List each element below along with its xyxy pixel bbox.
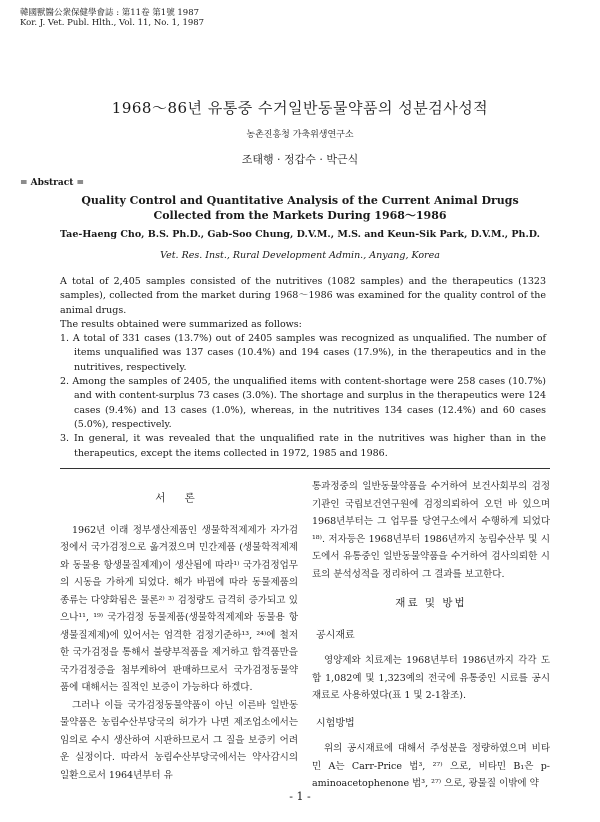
- page-number: - 1 -: [289, 790, 311, 803]
- test-method-paragraph: 위의 공시재료에 대해서 주성분을 정량하였으며 비타민 A는 Carr-Price 법³, ²⁷⁾ 으로, 비타민 B₁은 p-aminoacetophenone 법³, ²⁷⁾ 으로, 광물질 이밖에 약: [312, 743, 550, 789]
- materials-paragraph: 영양제와 치료제는 1968년부터 1986년까지 각각 도합 1,082예 및 1,323예의 전국에 유통중인 시료를 공시재료로 사용하였다(표 1 및 2-1참조).: [312, 655, 550, 701]
- abstract-summary-lead: The results obtained were summarized as follows:: [60, 318, 302, 330]
- introduction-continued: 통과정중의 일반동물약품을 수거하여 보건사회부의 검정기관인 국립보건연구원에 검정의뢰하여 오던 바 있으며 1968년부터는 그 업무를 당연구소에서 수행하게 되었다¹⁸⁾. 저자등은 1968년부터 1986년까지 농림수산부 및 시도에서 유통중인 일반동물약품을 수거하여 검사의뢰한 시료의 분석성적을 정리하여 그 결과를 보고한다.: [312, 481, 550, 580]
- paper-title-english-line1: Quality Control and Quantitative Analysis of the Current Animal Drugs: [81, 194, 519, 207]
- abstract-label: = Abstract =: [20, 178, 85, 188]
- introduction-paragraph-2: 그러나 이들 국가검정동물약품이 아닌 이른바 일반동물약품은 농림수산부당국의 허가가 나면 제조업소에서는 임의로 수시 생산하여 시판하므로서 그 질을 보증키 어려운 실정이다. 따라서 농림수산부당국에서는 약사감시의 일환으로서 1964년부터 유: [60, 699, 298, 781]
- abstract-body: [60, 275, 546, 461]
- materials-subheading: 공시재료: [316, 629, 355, 641]
- left-column: [60, 478, 298, 784]
- section-divider: [60, 468, 550, 469]
- authors-english: Tae-Haeng Cho, B.S. Ph.D., Gab-Soo Chung, D.V.M., M.S. and Keun-Sik Park, D.V.M., Ph.D.: [60, 229, 540, 240]
- authors-korean: 조태행 · 정갑수 · 박근식: [241, 153, 359, 166]
- introduction-paragraph-1: 1962년 이래 정부생산제품인 생물학적제제가 자가검정에서 국가검정으로 옮겨졌으며 민간제품 (생물학적제제와 동물용 항생물질제제)이 생산됨에 따라¹⁾ 국가검정업무의 시동을 가하게 되었다. 해가 바뀜에 따라 동물제품의 종류는 다양화됨은 물론²⁾ ³⁾ 검정량도 급격히 증가되고 있으나¹¹, ¹⁹⁾ 국가검정 동물제품(생물학적제제와 동물용 항생물질제제)에 있어서는 엄격한 검정기준하¹³, ²⁴⁾에 철저한 국가검정을 통해서 불량부적품을 제거하고 합격품만을 국가검정증을 첨부케하여 판매하므로서 국가검정동물약품에 대해서는 질적인 보증이 가능하다 하겠다.: [60, 524, 298, 693]
- methods-heading: 재료 및 방법: [395, 597, 467, 609]
- test-method-subheading: 시험방법: [316, 717, 355, 729]
- right-column: [312, 478, 550, 793]
- journal-citation: [20, 8, 204, 28]
- institution-korean: 농촌진흥청 가축위생연구소: [246, 130, 354, 140]
- abstract-item-3: 3. In general, it was revealed that the unqualified rate in the nutritives was higher than in the therapeutics, except the items collected in 1972, 1985 and 1986.: [60, 433, 546, 459]
- institution-english: Vet. Res. Inst., Rural Development Admin., Anyang, Korea: [160, 250, 440, 261]
- journal-citation-korean: 韓國獸醫公衆保健學會誌 : 第11卷 第1號 1987: [20, 8, 200, 18]
- journal-citation-english: Kor. J. Vet. Publ. Hlth., Vol. 11, No. 1, 1987: [20, 18, 205, 28]
- paper-title-korean: 1968～86년 유통중 수거일반동물약품의 성분검사성적: [111, 99, 489, 117]
- introduction-heading: 서 론: [155, 492, 203, 504]
- paper-title-english: [0, 193, 600, 223]
- abstract-intro: A total of 2,405 samples consisted of the nutritives (1082 samples) and the therapeutics (1323 samples), collected from the market during 1968～1986 was examined for the quality control of the animal drugs.: [60, 276, 546, 316]
- abstract-item-2: 2. Among the samples of 2405, the unqualified items with content-shortage were 258 cases (10.7%) and with content-surplus 73 cases (3.0%). The shortage and surplus in the therapeutics were 124 cases (9.4%) and 13 cases (1.0%), whereas, in the nutritives 134 cases (12.4%) and 60 cases (5.0%), respectively.: [60, 376, 546, 430]
- abstract-item-1: 1. A total of 331 cases (13.7%) out of 2405 samples was recognized as unqualified. The number of items unqualified was 137 cases (10.4%) and 194 cases (17.9%), in the therapeutics and in the nutritives, respectively.: [60, 333, 546, 373]
- paper-title-english-line2: Collected from the Markets During 1968～1986: [153, 209, 447, 222]
